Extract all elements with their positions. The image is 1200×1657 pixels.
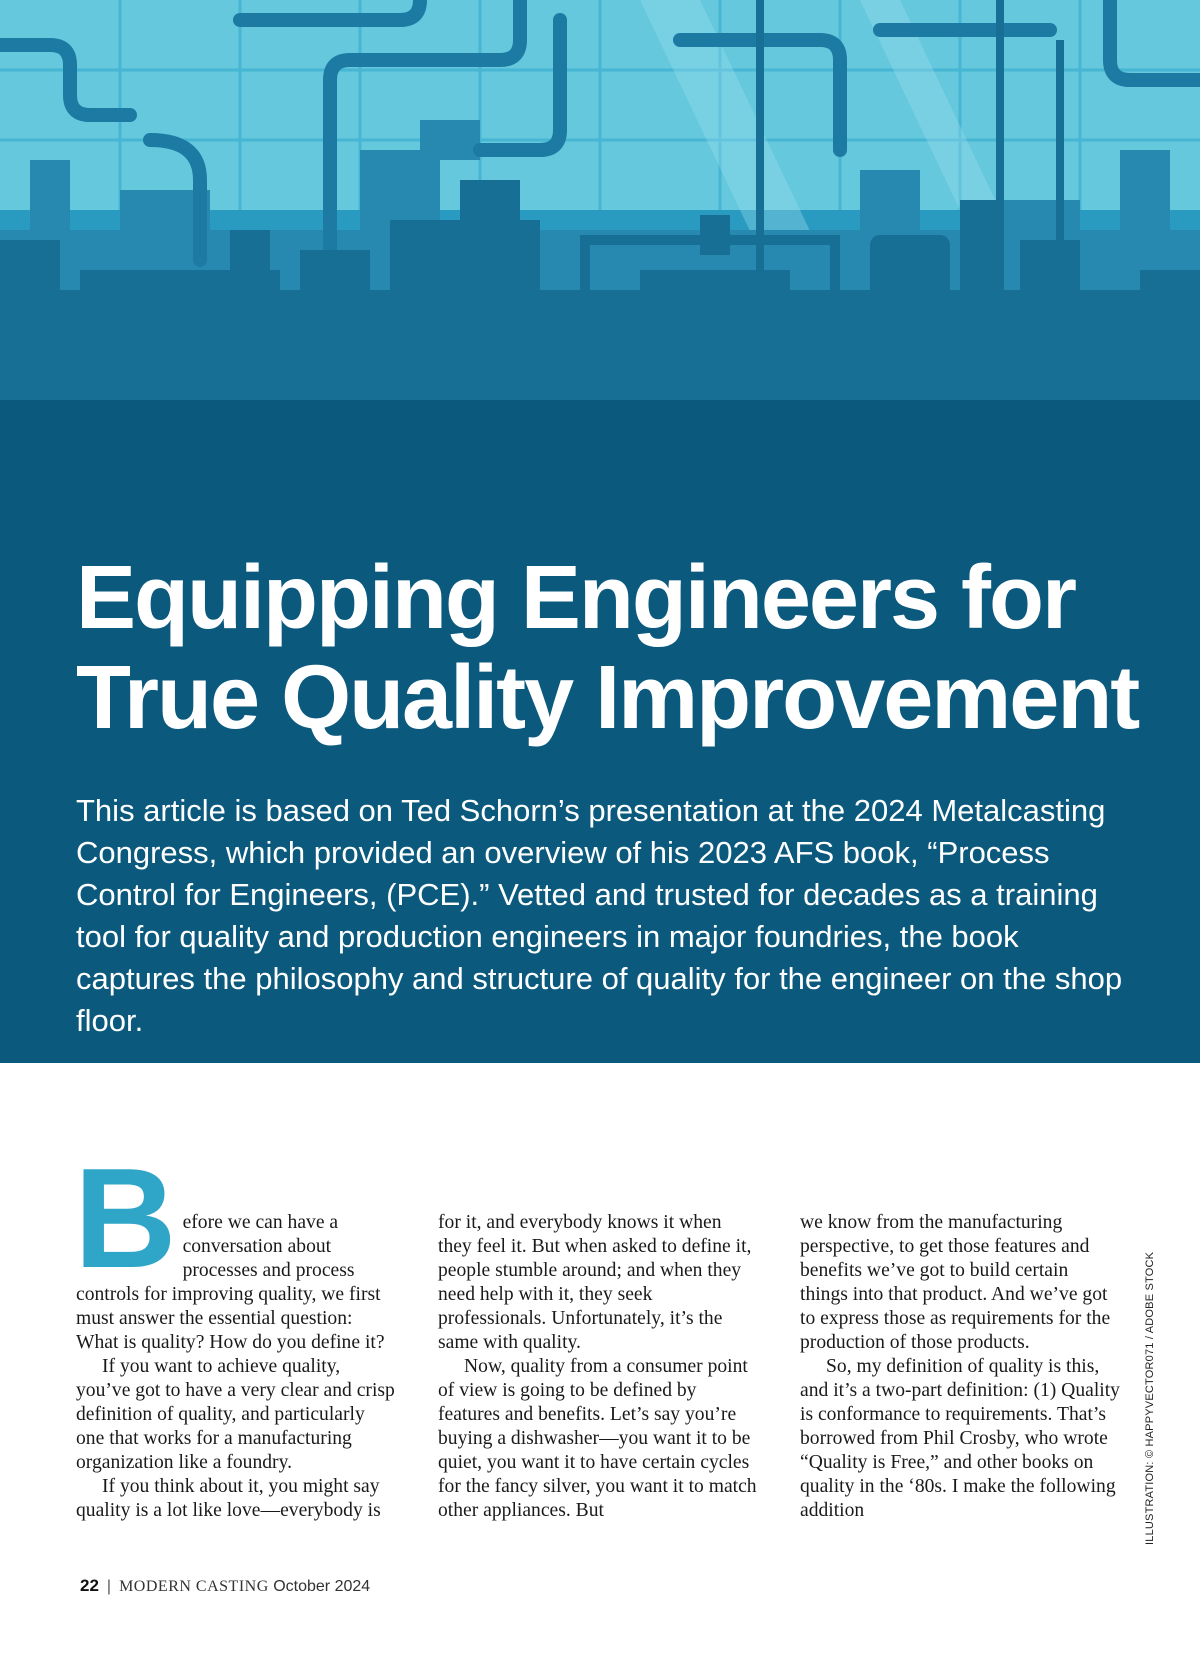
drop-cap: B: [74, 1139, 177, 1298]
title-line-2: True Quality Improvement: [76, 648, 1139, 748]
factory-illustration: [0, 0, 1200, 420]
body-column-3: [800, 1211, 1120, 1523]
body-paragraph: [74, 1139, 396, 1355]
footer-separator: |: [106, 1578, 112, 1595]
body-paragraph: If you want to achieve quality, you’ve got to have a very clear and crisp definition of quality, and particularly one that works for a manufacturing organization like a foundry.: [76, 1356, 395, 1473]
article-deck: This article is based on Ted Schorn’s presentation at the 2024 Metalcasting Congress, which provided an overview of his 2023 AFS book, “Process Control for Engineers, (PCE).” Vetted and trusted for decades as a training tool for quality and production engineers in major foundries, the book captures the philosophy and structure of quality for the engineer on the shop floor.: [76, 793, 1123, 1038]
title-line-1: Equipping Engineers for: [76, 548, 1076, 648]
body-paragraph: we know from the manufacturing perspective, to get those features and benefits we’ve got to build certain things into that product. And we’ve got to express those as requirements for the production of those products.: [800, 1212, 1111, 1353]
body-paragraph: for it, and everybody knows it when they feel it. But when asked to define it, people stumble around; and when they need help with it, they seek professionals. Unfortunately, it’s the same with quality.: [438, 1212, 752, 1353]
paragraph-text: efore we can have a conversation about processes and process controls for improving quality, we first must answer the essential question: What is quality? How do you define it?: [76, 1212, 385, 1353]
issue-date: October 2024: [273, 1578, 371, 1595]
body-column-2: [438, 1211, 758, 1523]
body-paragraph: If you think about it, you might say quality is a lot like love—everybody is: [76, 1476, 381, 1521]
page-footer: [80, 1576, 370, 1596]
body-paragraph: So, my definition of quality is this, and it’s a two-part definition: (1) Quality is conformance to requirements. That’s borrowed from Phil Crosby, who wrote “Quality is Free,” and other books on quality in the ‘80s. I make the following addition: [800, 1356, 1120, 1521]
article-title: [76, 548, 1176, 748]
body-paragraph: Now, quality from a consumer point of view is going to be defined by features and benefits. Let’s say you’re buying a dishwasher—you want it to be quiet, you want it to have certain cycles for the fancy silver, you want it to match other appliances. But: [438, 1356, 757, 1521]
page-number: 22: [80, 1576, 99, 1595]
magazine-name: MODERN CASTING: [119, 1578, 269, 1595]
body-column-1: [74, 1139, 396, 1523]
illustration-credit: ILLUSTRATION: © HAPPYVECTOR071 / ADOBE STOCK: [1144, 1251, 1156, 1545]
